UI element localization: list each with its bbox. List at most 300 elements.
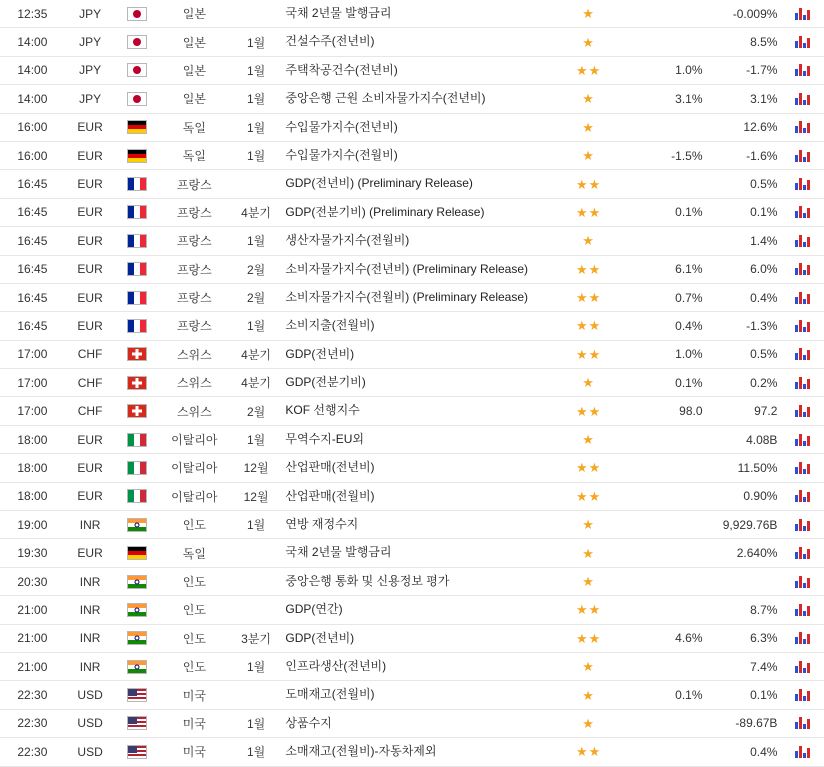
event-period	[231, 567, 282, 595]
event-time: 16:45	[0, 255, 65, 283]
chart-cell[interactable]	[781, 738, 824, 766]
forecast-value	[707, 567, 782, 595]
event-period: 1월	[231, 511, 282, 539]
bar-chart-icon[interactable]	[795, 291, 811, 305]
event-time: 19:00	[0, 511, 65, 539]
star-icon: ★	[582, 432, 594, 448]
country-name: 스위스	[158, 369, 231, 397]
impact-rating	[545, 709, 632, 737]
event-name[interactable]: GDP(연간)	[281, 596, 544, 624]
impact-rating	[545, 369, 632, 397]
event-period: 4분기	[231, 198, 282, 226]
table-row[interactable]	[0, 340, 824, 368]
event-name[interactable]: 생산자물가지수(전월비)	[281, 227, 544, 255]
flag-fr-icon	[127, 205, 147, 219]
event-time: 18:00	[0, 425, 65, 453]
flag-fr-icon	[127, 262, 147, 276]
bar-chart-icon[interactable]	[795, 319, 811, 333]
event-period: 1월	[231, 738, 282, 766]
currency-code: CHF	[65, 369, 116, 397]
impact-rating	[545, 482, 632, 510]
bar-chart-icon[interactable]	[795, 376, 811, 390]
event-period: 1월	[231, 312, 282, 340]
event-time: 14:00	[0, 85, 65, 113]
country-flag-cell	[115, 738, 158, 766]
event-time: 16:45	[0, 170, 65, 198]
event-name[interactable]: GDP(전년비)	[281, 340, 544, 368]
event-name[interactable]: 주택착공건수(전년비)	[281, 56, 544, 84]
bar-chart-icon[interactable]	[795, 745, 811, 759]
impact-rating	[545, 198, 632, 226]
country-flag-cell	[115, 511, 158, 539]
currency-code: EUR	[65, 482, 116, 510]
country-flag-cell	[115, 340, 158, 368]
event-name[interactable]: 중앙은행 통화 및 신용정보 평가	[281, 567, 544, 595]
chart-cell[interactable]	[781, 596, 824, 624]
currency-code: INR	[65, 652, 116, 680]
table-row[interactable]	[0, 0, 824, 28]
currency-code: USD	[65, 738, 116, 766]
impact-rating	[545, 255, 632, 283]
event-time: 17:00	[0, 369, 65, 397]
event-name[interactable]: 인프라생산(전년비)	[281, 652, 544, 680]
country-name: 미국	[158, 738, 231, 766]
impact-rating	[545, 738, 632, 766]
country-name: 인도	[158, 567, 231, 595]
event-time: 17:00	[0, 397, 65, 425]
chart-cell[interactable]	[781, 283, 824, 311]
bar-chart-icon[interactable]	[795, 716, 811, 730]
table-row[interactable]	[0, 652, 824, 680]
event-period: 1월	[231, 652, 282, 680]
bar-chart-icon[interactable]	[795, 149, 811, 163]
table-row[interactable]	[0, 170, 824, 198]
country-flag-cell	[115, 709, 158, 737]
country-name: 이탈리아	[158, 454, 231, 482]
currency-code: EUR	[65, 312, 116, 340]
chart-cell[interactable]	[781, 511, 824, 539]
chart-cell[interactable]	[781, 567, 824, 595]
table-row[interactable]	[0, 227, 824, 255]
actual-value: 0.1%	[632, 681, 707, 709]
flag-us-icon	[127, 688, 147, 702]
flag-in-icon	[127, 575, 147, 589]
country-flag-cell	[115, 255, 158, 283]
event-name[interactable]: 연방 재정수지	[281, 511, 544, 539]
country-name: 일본	[158, 85, 231, 113]
chart-cell[interactable]	[781, 255, 824, 283]
chart-cell[interactable]	[781, 397, 824, 425]
actual-value: 0.1%	[632, 198, 707, 226]
event-time: 22:30	[0, 738, 65, 766]
flag-in-icon	[127, 518, 147, 532]
bar-chart-icon[interactable]	[795, 63, 811, 77]
chart-cell[interactable]	[781, 113, 824, 141]
table-row[interactable]	[0, 28, 824, 56]
chart-cell[interactable]	[781, 652, 824, 680]
table-row[interactable]	[0, 624, 824, 652]
chart-cell[interactable]	[781, 56, 824, 84]
event-period: 1월	[231, 113, 282, 141]
currency-code: JPY	[65, 85, 116, 113]
country-flag-cell	[115, 681, 158, 709]
actual-value	[632, 738, 707, 766]
star-icon: ★	[575, 261, 588, 277]
star-icon: ★	[588, 488, 601, 504]
currency-code: CHF	[65, 397, 116, 425]
bar-chart-icon[interactable]	[795, 120, 811, 134]
currency-code: EUR	[65, 425, 116, 453]
flag-in-icon	[127, 603, 147, 617]
table-row[interactable]	[0, 283, 824, 311]
country-flag-cell	[115, 624, 158, 652]
impact-rating	[545, 312, 632, 340]
star-icon: ★	[575, 176, 588, 192]
forecast-value: 0.5%	[707, 170, 782, 198]
event-name[interactable]: 무역수지-EU외	[281, 425, 544, 453]
flag-fr-icon	[127, 234, 147, 248]
actual-value	[632, 709, 707, 737]
currency-code: EUR	[65, 198, 116, 226]
currency-code: EUR	[65, 227, 116, 255]
bar-chart-icon[interactable]	[795, 404, 811, 418]
table-row[interactable]	[0, 567, 824, 595]
forecast-value: 0.5%	[707, 340, 782, 368]
star-icon: ★	[582, 517, 594, 533]
actual-value	[632, 28, 707, 56]
actual-value: 1.0%	[632, 340, 707, 368]
impact-rating	[545, 681, 632, 709]
star-icon: ★	[582, 545, 594, 561]
event-period: 1월	[231, 709, 282, 737]
forecast-value: 97.2	[707, 397, 782, 425]
table-row[interactable]	[0, 596, 824, 624]
impact-rating	[545, 0, 632, 28]
event-time: 12:35	[0, 0, 65, 28]
table-row[interactable]	[0, 738, 824, 766]
bar-chart-icon[interactable]	[795, 489, 811, 503]
forecast-value: -1.6%	[707, 141, 782, 169]
star-icon: ★	[588, 204, 601, 220]
chart-cell[interactable]	[781, 85, 824, 113]
forecast-value: 6.3%	[707, 624, 782, 652]
table-row[interactable]	[0, 56, 824, 84]
event-period: 2월	[231, 255, 282, 283]
forecast-value: 12.6%	[707, 113, 782, 141]
event-time: 16:45	[0, 283, 65, 311]
event-name[interactable]: 소비자물가지수(전월비) (Preliminary Release)	[281, 283, 544, 311]
event-name[interactable]: 수입물가지수(전월비)	[281, 141, 544, 169]
event-time: 21:00	[0, 652, 65, 680]
event-name[interactable]: 국채 2년물 발행금리	[281, 0, 544, 28]
table-row[interactable]	[0, 681, 824, 709]
country-flag-cell	[115, 227, 158, 255]
impact-rating	[545, 511, 632, 539]
country-flag-cell	[115, 141, 158, 169]
chart-cell[interactable]	[781, 425, 824, 453]
star-icon: ★	[575, 630, 588, 646]
flag-in-icon	[127, 660, 147, 674]
country-name: 인도	[158, 624, 231, 652]
event-name[interactable]: 소비자물가지수(전년비) (Preliminary Release)	[281, 255, 544, 283]
star-icon: ★	[582, 119, 594, 135]
star-icon: ★	[588, 261, 601, 277]
forecast-value: 0.90%	[707, 482, 782, 510]
bar-chart-icon[interactable]	[795, 546, 811, 560]
chart-cell[interactable]	[781, 709, 824, 737]
bar-chart-icon[interactable]	[795, 461, 811, 475]
flag-in-icon	[127, 631, 147, 645]
event-period: 1월	[231, 56, 282, 84]
chart-cell[interactable]	[781, 539, 824, 567]
star-icon: ★	[575, 602, 588, 618]
chart-cell[interactable]	[781, 227, 824, 255]
country-flag-cell	[115, 567, 158, 595]
event-name[interactable]: 상품수지	[281, 709, 544, 737]
actual-value: 0.1%	[632, 369, 707, 397]
bar-chart-icon[interactable]	[795, 433, 811, 447]
event-name[interactable]: 건설수주(전년비)	[281, 28, 544, 56]
impact-rating	[545, 227, 632, 255]
table-row[interactable]	[0, 539, 824, 567]
chart-cell[interactable]	[781, 681, 824, 709]
event-period: 1월	[231, 227, 282, 255]
impact-rating	[545, 425, 632, 453]
forecast-value: 0.1%	[707, 681, 782, 709]
star-icon: ★	[582, 233, 594, 249]
star-icon: ★	[575, 290, 588, 306]
star-icon: ★	[582, 34, 594, 50]
star-icon: ★	[582, 715, 594, 731]
flag-fr-icon	[127, 319, 147, 333]
chart-cell[interactable]	[781, 198, 824, 226]
chart-cell[interactable]	[781, 482, 824, 510]
event-name[interactable]: 수입물가지수(전년비)	[281, 113, 544, 141]
bar-chart-icon[interactable]	[795, 262, 811, 276]
impact-rating	[545, 141, 632, 169]
currency-code: EUR	[65, 255, 116, 283]
country-name: 프랑스	[158, 312, 231, 340]
currency-code: CHF	[65, 340, 116, 368]
star-icon: ★	[588, 290, 601, 306]
table-row[interactable]	[0, 709, 824, 737]
event-name[interactable]: GDP(전분기비)	[281, 369, 544, 397]
chart-cell[interactable]	[781, 312, 824, 340]
chart-cell[interactable]	[781, 369, 824, 397]
table-row[interactable]	[0, 397, 824, 425]
bar-chart-icon[interactable]	[795, 205, 811, 219]
country-flag-cell	[115, 85, 158, 113]
currency-code: USD	[65, 709, 116, 737]
event-name[interactable]: 소매재고(전월비)-자동차제외	[281, 738, 544, 766]
event-name[interactable]: 국채 2년물 발행금리	[281, 539, 544, 567]
star-icon: ★	[575, 744, 588, 760]
forecast-value: 7.4%	[707, 652, 782, 680]
bar-chart-icon[interactable]	[795, 35, 811, 49]
bar-chart-icon[interactable]	[795, 660, 811, 674]
table-row[interactable]	[0, 141, 824, 169]
forecast-value: 0.1%	[707, 198, 782, 226]
actual-value	[632, 596, 707, 624]
currency-code: EUR	[65, 539, 116, 567]
event-name[interactable]: GDP(전분기비) (Preliminary Release)	[281, 198, 544, 226]
forecast-value: 4.08B	[707, 425, 782, 453]
bar-chart-icon[interactable]	[795, 234, 811, 248]
country-flag-cell	[115, 56, 158, 84]
chart-cell[interactable]	[781, 28, 824, 56]
chart-cell[interactable]	[781, 170, 824, 198]
actual-value: -1.5%	[632, 141, 707, 169]
actual-value	[632, 652, 707, 680]
table-row[interactable]	[0, 113, 824, 141]
star-icon: ★	[582, 148, 594, 164]
flag-ch-icon	[127, 347, 147, 361]
star-icon: ★	[582, 6, 594, 22]
country-name: 인도	[158, 652, 231, 680]
bar-chart-icon[interactable]	[795, 347, 811, 361]
flag-jp-icon	[127, 63, 147, 77]
flag-it-icon	[127, 433, 147, 447]
country-name: 일본	[158, 28, 231, 56]
star-icon: ★	[588, 630, 601, 646]
event-name[interactable]: 소비지출(전월비)	[281, 312, 544, 340]
event-name[interactable]: 중앙은행 근원 소비자물가지수(전년비)	[281, 85, 544, 113]
bar-chart-icon[interactable]	[795, 7, 811, 21]
chart-cell[interactable]	[781, 0, 824, 28]
country-name: 인도	[158, 596, 231, 624]
bar-chart-icon[interactable]	[795, 603, 811, 617]
country-name: 일본	[158, 0, 231, 28]
table-row[interactable]	[0, 312, 824, 340]
currency-code: JPY	[65, 28, 116, 56]
flag-it-icon	[127, 461, 147, 475]
event-name[interactable]: GDP(전년비) (Preliminary Release)	[281, 170, 544, 198]
forecast-value: 0.4%	[707, 738, 782, 766]
forecast-value: 0.2%	[707, 369, 782, 397]
flag-ch-icon	[127, 404, 147, 418]
currency-code: EUR	[65, 283, 116, 311]
bar-chart-icon[interactable]	[795, 575, 811, 589]
impact-rating	[545, 596, 632, 624]
event-period: 2월	[231, 283, 282, 311]
currency-code: INR	[65, 624, 116, 652]
actual-value	[632, 539, 707, 567]
impact-rating	[545, 539, 632, 567]
country-flag-cell	[115, 0, 158, 28]
actual-value	[632, 425, 707, 453]
table-row[interactable]	[0, 369, 824, 397]
flag-de-icon	[127, 546, 147, 560]
currency-code: JPY	[65, 0, 116, 28]
event-name[interactable]: 산업판매(전년비)	[281, 454, 544, 482]
star-icon: ★	[588, 318, 601, 334]
country-name: 프랑스	[158, 255, 231, 283]
country-flag-cell	[115, 652, 158, 680]
event-period: 2월	[231, 397, 282, 425]
chart-cell[interactable]	[781, 141, 824, 169]
event-name[interactable]: GDP(전년비)	[281, 624, 544, 652]
bar-chart-icon[interactable]	[795, 92, 811, 106]
table-row[interactable]	[0, 482, 824, 510]
actual-value	[632, 454, 707, 482]
star-icon: ★	[588, 403, 601, 419]
event-time: 21:00	[0, 596, 65, 624]
actual-value: 3.1%	[632, 85, 707, 113]
bar-chart-icon[interactable]	[795, 631, 811, 645]
star-icon: ★	[575, 346, 588, 362]
impact-rating	[545, 624, 632, 652]
event-period: 12월	[231, 482, 282, 510]
chart-cell[interactable]	[781, 454, 824, 482]
country-name: 이탈리아	[158, 482, 231, 510]
forecast-value: -0.009%	[707, 0, 782, 28]
event-time: 22:30	[0, 681, 65, 709]
event-period: 4분기	[231, 340, 282, 368]
country-name: 인도	[158, 511, 231, 539]
bar-chart-icon[interactable]	[795, 688, 811, 702]
forecast-value: 2.640%	[707, 539, 782, 567]
chart-cell[interactable]	[781, 624, 824, 652]
table-row[interactable]	[0, 454, 824, 482]
star-icon: ★	[582, 91, 594, 107]
event-period: 1월	[231, 85, 282, 113]
table-row[interactable]	[0, 85, 824, 113]
country-name: 미국	[158, 709, 231, 737]
event-period: 12월	[231, 454, 282, 482]
actual-value: 0.7%	[632, 283, 707, 311]
event-time: 16:45	[0, 198, 65, 226]
star-icon: ★	[575, 488, 588, 504]
table-row[interactable]	[0, 511, 824, 539]
flag-jp-icon	[127, 35, 147, 49]
event-name[interactable]: KOF 선행지수	[281, 397, 544, 425]
star-icon: ★	[588, 62, 601, 78]
event-time: 16:45	[0, 227, 65, 255]
country-name: 이탈리아	[158, 425, 231, 453]
actual-value	[632, 113, 707, 141]
country-flag-cell	[115, 113, 158, 141]
star-icon: ★	[575, 318, 588, 334]
currency-code: INR	[65, 567, 116, 595]
forecast-value: 6.0%	[707, 255, 782, 283]
impact-rating	[545, 283, 632, 311]
event-name[interactable]: 도매재고(전월비)	[281, 681, 544, 709]
star-icon: ★	[588, 460, 601, 476]
event-name[interactable]: 산업판매(전월비)	[281, 482, 544, 510]
country-flag-cell	[115, 170, 158, 198]
bar-chart-icon[interactable]	[795, 518, 811, 532]
flag-fr-icon	[127, 291, 147, 305]
bar-chart-icon[interactable]	[795, 177, 811, 191]
forecast-value: -1.7%	[707, 56, 782, 84]
star-icon: ★	[575, 204, 588, 220]
event-time: 16:00	[0, 141, 65, 169]
table-row[interactable]	[0, 425, 824, 453]
currency-code: EUR	[65, 170, 116, 198]
forecast-value: 8.7%	[707, 596, 782, 624]
flag-de-icon	[127, 149, 147, 163]
country-flag-cell	[115, 198, 158, 226]
flag-us-icon	[127, 745, 147, 759]
flag-us-icon	[127, 716, 147, 730]
currency-code: USD	[65, 681, 116, 709]
table-row[interactable]	[0, 255, 824, 283]
country-name: 독일	[158, 539, 231, 567]
chart-cell[interactable]	[781, 340, 824, 368]
country-name: 스위스	[158, 340, 231, 368]
star-icon: ★	[588, 176, 601, 192]
table-row[interactable]	[0, 198, 824, 226]
